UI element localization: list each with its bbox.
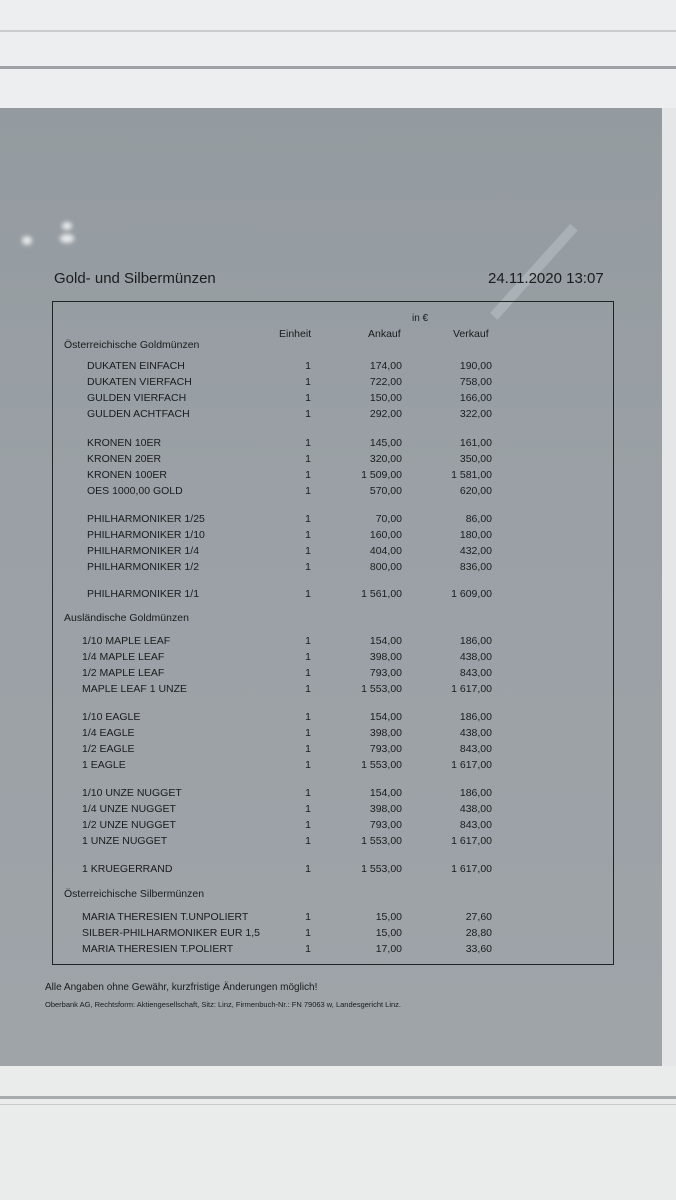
coin-unit: 1 bbox=[305, 683, 311, 695]
sell-price: 843,00 bbox=[459, 667, 492, 679]
sell-price: 1 617,00 bbox=[451, 759, 492, 771]
group-heading-foreign-gold: Ausländische Goldmünzen bbox=[64, 612, 189, 624]
buy-price: 1 561,00 bbox=[361, 588, 402, 600]
coin-name: 1 UNZE NUGGET bbox=[82, 835, 168, 847]
sell-price: 1 617,00 bbox=[451, 835, 492, 847]
buy-price: 1 553,00 bbox=[361, 759, 402, 771]
buy-price: 150,00 bbox=[369, 392, 402, 404]
buy-price: 1 553,00 bbox=[361, 683, 402, 695]
disclaimer-text: Alle Angaben ohne Gewähr, kurzfristige Änderungen möglich! bbox=[45, 982, 318, 993]
coin-name: PHILHARMONIKER 1/25 bbox=[87, 513, 205, 525]
legal-notice: Oberbank AG, Rechtsform: Aktiengesellschaft, Sitz: Linz, Firmenbuch-Nr.: FN 79063 w, Landesgericht Linz. bbox=[45, 1000, 402, 1009]
column-header-verkauf: Verkauf bbox=[453, 328, 489, 340]
coin-unit: 1 bbox=[305, 743, 311, 755]
coin-name: 1/2 MAPLE LEAF bbox=[82, 667, 165, 679]
coin-name: MARIA THERESIEN T.POLIERT bbox=[82, 943, 234, 955]
coin-name: MARIA THERESIEN T.UNPOLIERT bbox=[82, 911, 249, 923]
coin-name: 1 KRUEGERRAND bbox=[82, 863, 173, 875]
coin-name: 1/2 UNZE NUGGET bbox=[82, 819, 176, 831]
table-row bbox=[0, 469, 600, 485]
sell-price: 758,00 bbox=[459, 376, 492, 388]
sell-price: 166,00 bbox=[459, 392, 492, 404]
coin-unit: 1 bbox=[305, 759, 311, 771]
sell-price: 322,00 bbox=[459, 408, 492, 420]
document-date: 24.11.2020 13:07 bbox=[488, 270, 604, 287]
sell-price: 28,80 bbox=[465, 927, 492, 939]
buy-price: 154,00 bbox=[369, 711, 402, 723]
coin-unit: 1 bbox=[305, 561, 311, 573]
sell-price: 1 617,00 bbox=[451, 683, 492, 695]
table-row bbox=[0, 651, 600, 667]
table-row bbox=[0, 453, 600, 469]
coin-unit: 1 bbox=[305, 911, 311, 923]
sell-price: 620,00 bbox=[459, 485, 492, 497]
buy-price: 17,00 bbox=[375, 943, 402, 955]
table-row bbox=[0, 485, 600, 501]
table-row bbox=[0, 588, 600, 604]
coin-name: 1/10 MAPLE LEAF bbox=[82, 635, 171, 647]
sell-price: 27,60 bbox=[465, 911, 492, 923]
buy-price: 145,00 bbox=[369, 437, 402, 449]
table-row bbox=[0, 711, 600, 727]
column-header-ankauf: Ankauf bbox=[368, 328, 401, 340]
coin-unit: 1 bbox=[305, 635, 311, 647]
coin-name: DUKATEN VIERFACH bbox=[87, 376, 192, 388]
light-reflection bbox=[22, 236, 32, 245]
table-row bbox=[0, 927, 600, 943]
coin-name: 1/2 EAGLE bbox=[82, 743, 135, 755]
coin-name: OES 1000,00 GOLD bbox=[87, 485, 183, 497]
sell-price: 186,00 bbox=[459, 711, 492, 723]
coin-unit: 1 bbox=[305, 529, 311, 541]
table-row bbox=[0, 819, 600, 835]
sell-price: 438,00 bbox=[459, 803, 492, 815]
buy-price: 15,00 bbox=[375, 911, 402, 923]
table-row bbox=[0, 392, 600, 408]
sell-price: 186,00 bbox=[459, 787, 492, 799]
coin-name: 1/4 EAGLE bbox=[82, 727, 135, 739]
coin-unit: 1 bbox=[305, 485, 311, 497]
sell-price: 350,00 bbox=[459, 453, 492, 465]
coin-unit: 1 bbox=[305, 545, 311, 557]
coin-unit: 1 bbox=[305, 453, 311, 465]
coin-name: 1/4 UNZE NUGGET bbox=[82, 803, 176, 815]
sell-price: 843,00 bbox=[459, 743, 492, 755]
sell-price: 843,00 bbox=[459, 819, 492, 831]
table-row bbox=[0, 835, 600, 851]
buy-price: 292,00 bbox=[369, 408, 402, 420]
buy-price: 570,00 bbox=[369, 485, 402, 497]
coin-unit: 1 bbox=[305, 376, 311, 388]
group-heading-at-silver: Österreichische Silbermünzen bbox=[64, 888, 205, 900]
buy-price: 1 553,00 bbox=[361, 863, 402, 875]
coin-unit: 1 bbox=[305, 588, 311, 600]
coin-unit: 1 bbox=[305, 927, 311, 939]
table-row bbox=[0, 743, 600, 759]
coin-name: SILBER-PHILHARMONIKER EUR 1,5 bbox=[82, 927, 260, 939]
table-row bbox=[0, 360, 600, 376]
coin-name: 1/4 MAPLE LEAF bbox=[82, 651, 165, 663]
coin-name: KRONEN 20ER bbox=[87, 453, 162, 465]
table-row bbox=[0, 683, 600, 699]
coin-name: KRONEN 10ER bbox=[87, 437, 162, 449]
coin-name: PHILHARMONIKER 1/2 bbox=[87, 561, 200, 573]
coin-unit: 1 bbox=[305, 819, 311, 831]
coin-unit: 1 bbox=[305, 469, 311, 481]
light-reflection bbox=[62, 222, 72, 230]
buy-price: 404,00 bbox=[369, 545, 402, 557]
window-edge-line bbox=[0, 1096, 676, 1099]
coin-name: 1 EAGLE bbox=[82, 759, 126, 771]
coin-name: KRONEN 100ER bbox=[87, 469, 167, 481]
buy-price: 154,00 bbox=[369, 787, 402, 799]
coin-unit: 1 bbox=[305, 360, 311, 372]
table-row bbox=[0, 529, 600, 545]
currency-note: in € bbox=[412, 313, 429, 324]
sell-price: 180,00 bbox=[459, 529, 492, 541]
sell-price: 836,00 bbox=[459, 561, 492, 573]
window-edge-line bbox=[0, 66, 676, 69]
buy-price: 800,00 bbox=[369, 561, 402, 573]
buy-price: 70,00 bbox=[375, 513, 402, 525]
table-row bbox=[0, 911, 600, 927]
coin-name: 1/10 EAGLE bbox=[82, 711, 141, 723]
table-row bbox=[0, 863, 600, 879]
sell-price: 1 581,00 bbox=[451, 469, 492, 481]
coin-name: PHILHARMONIKER 1/1 bbox=[87, 588, 200, 600]
sell-price: 86,00 bbox=[465, 513, 492, 525]
buy-price: 398,00 bbox=[369, 651, 402, 663]
buy-price: 174,00 bbox=[369, 360, 402, 372]
coin-unit: 1 bbox=[305, 943, 311, 955]
window-frame-bottom bbox=[0, 1066, 676, 1200]
table-row bbox=[0, 437, 600, 453]
table-row bbox=[0, 513, 600, 529]
buy-price: 793,00 bbox=[369, 667, 402, 679]
sell-price: 186,00 bbox=[459, 635, 492, 647]
coin-unit: 1 bbox=[305, 803, 311, 815]
light-reflection bbox=[60, 234, 74, 243]
coin-name: GULDEN VIERFACH bbox=[87, 392, 187, 404]
table-row bbox=[0, 408, 600, 424]
coin-unit: 1 bbox=[305, 437, 311, 449]
coin-unit: 1 bbox=[305, 513, 311, 525]
buy-price: 154,00 bbox=[369, 635, 402, 647]
sell-price: 33,60 bbox=[465, 943, 492, 955]
window-edge-line bbox=[0, 30, 676, 32]
table-row bbox=[0, 759, 600, 775]
sell-price: 190,00 bbox=[459, 360, 492, 372]
table-row bbox=[0, 943, 600, 959]
coin-name: PHILHARMONIKER 1/10 bbox=[87, 529, 205, 541]
table-row bbox=[0, 376, 600, 392]
coin-unit: 1 bbox=[305, 727, 311, 739]
sell-price: 438,00 bbox=[459, 727, 492, 739]
buy-price: 15,00 bbox=[375, 927, 402, 939]
coin-unit: 1 bbox=[305, 835, 311, 847]
buy-price: 1 509,00 bbox=[361, 469, 402, 481]
buy-price: 320,00 bbox=[369, 453, 402, 465]
table-row bbox=[0, 727, 600, 743]
coin-name: MAPLE LEAF 1 UNZE bbox=[82, 683, 188, 695]
buy-price: 722,00 bbox=[369, 376, 402, 388]
coin-unit: 1 bbox=[305, 667, 311, 679]
sell-price: 438,00 bbox=[459, 651, 492, 663]
table-row bbox=[0, 803, 600, 819]
sell-price: 1 617,00 bbox=[451, 863, 492, 875]
column-header-einheit: Einheit bbox=[279, 328, 312, 340]
sell-price: 432,00 bbox=[459, 545, 492, 557]
sell-price: 1 609,00 bbox=[451, 588, 492, 600]
buy-price: 793,00 bbox=[369, 743, 402, 755]
buy-price: 793,00 bbox=[369, 819, 402, 831]
buy-price: 160,00 bbox=[369, 529, 402, 541]
document-title: Gold- und Silbermünzen bbox=[54, 270, 216, 287]
table-row bbox=[0, 545, 600, 561]
coin-unit: 1 bbox=[305, 408, 311, 420]
group-heading-at-gold: Österreichische Goldmünzen bbox=[64, 339, 200, 351]
table-row bbox=[0, 561, 600, 577]
coin-name: 1/10 UNZE NUGGET bbox=[82, 787, 182, 799]
coin-name: PHILHARMONIKER 1/4 bbox=[87, 545, 200, 557]
table-row bbox=[0, 635, 600, 651]
buy-price: 398,00 bbox=[369, 727, 402, 739]
coin-name: GULDEN ACHTFACH bbox=[87, 408, 190, 420]
coin-name: DUKATEN EINFACH bbox=[87, 360, 185, 372]
window-frame-top bbox=[0, 0, 676, 108]
buy-price: 398,00 bbox=[369, 803, 402, 815]
sell-price: 161,00 bbox=[459, 437, 492, 449]
coin-unit: 1 bbox=[305, 863, 311, 875]
table-row bbox=[0, 787, 600, 803]
window-edge-line bbox=[0, 1104, 676, 1105]
coin-unit: 1 bbox=[305, 787, 311, 799]
coin-unit: 1 bbox=[305, 711, 311, 723]
coin-unit: 1 bbox=[305, 651, 311, 663]
price-sheet bbox=[0, 108, 662, 1066]
table-row bbox=[0, 667, 600, 683]
buy-price: 1 553,00 bbox=[361, 835, 402, 847]
coin-unit: 1 bbox=[305, 392, 311, 404]
